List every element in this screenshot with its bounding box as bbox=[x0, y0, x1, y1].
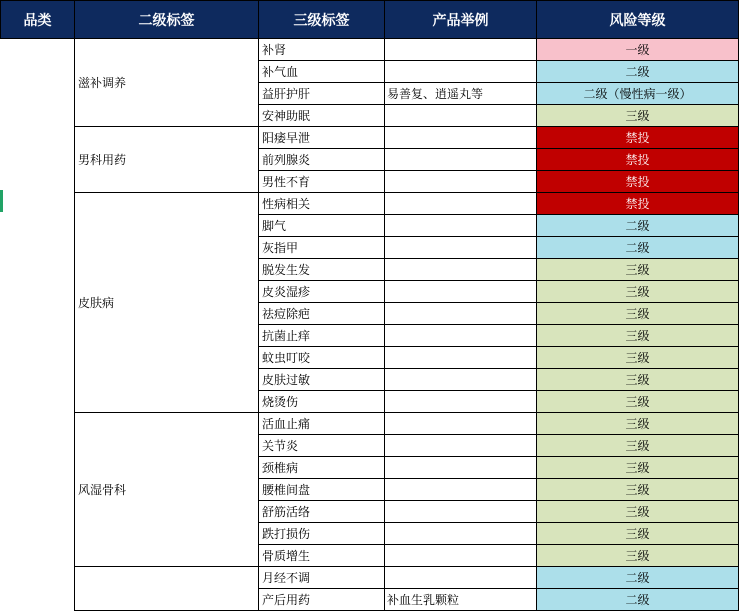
table-row bbox=[1, 567, 739, 589]
level3-cell[interactable]: 补气血 bbox=[259, 61, 385, 83]
header-row bbox=[1, 1, 739, 39]
risk-level-cell[interactable]: 三级 bbox=[537, 281, 739, 303]
risk-level-cell[interactable]: 三级 bbox=[537, 523, 739, 545]
risk-level-cell[interactable]: 三级 bbox=[537, 457, 739, 479]
example-cell[interactable] bbox=[385, 127, 537, 149]
table-row bbox=[1, 413, 739, 435]
level3-cell[interactable]: 骨质增生 bbox=[259, 545, 385, 567]
example-cell[interactable] bbox=[385, 479, 537, 501]
risk-level-cell[interactable]: 禁投 bbox=[537, 193, 739, 215]
header-category[interactable]: 品类 bbox=[1, 1, 75, 39]
level3-cell[interactable]: 月经不调 bbox=[259, 567, 385, 589]
example-cell[interactable] bbox=[385, 237, 537, 259]
example-cell[interactable] bbox=[385, 149, 537, 171]
example-cell[interactable] bbox=[385, 523, 537, 545]
level3-cell[interactable]: 祛痘除疤 bbox=[259, 303, 385, 325]
risk-level-cell[interactable]: 三级 bbox=[537, 501, 739, 523]
level2-cell[interactable]: 滋补调养 bbox=[75, 39, 259, 127]
example-cell[interactable] bbox=[385, 501, 537, 523]
example-cell[interactable] bbox=[385, 281, 537, 303]
level3-cell[interactable]: 安神助眠 bbox=[259, 105, 385, 127]
level3-cell[interactable]: 性病相关 bbox=[259, 193, 385, 215]
risk-level-cell[interactable]: 三级 bbox=[537, 105, 739, 127]
example-cell[interactable] bbox=[385, 567, 537, 589]
level3-cell[interactable]: 舒筋活络 bbox=[259, 501, 385, 523]
risk-level-cell[interactable]: 三级 bbox=[537, 347, 739, 369]
example-cell[interactable] bbox=[385, 545, 537, 567]
risk-level-cell[interactable]: 三级 bbox=[537, 369, 739, 391]
example-cell[interactable] bbox=[385, 193, 537, 215]
table-row bbox=[1, 39, 739, 61]
level3-cell[interactable]: 脱发生发 bbox=[259, 259, 385, 281]
risk-level-cell[interactable]: 禁投 bbox=[537, 171, 739, 193]
level2-cell[interactable]: 风湿骨科 bbox=[75, 413, 259, 567]
header-level3[interactable]: 三级标签 bbox=[259, 1, 385, 39]
level3-cell[interactable]: 阳痿早泄 bbox=[259, 127, 385, 149]
risk-level-cell[interactable]: 禁投 bbox=[537, 149, 739, 171]
risk-level-cell[interactable]: 一级 bbox=[537, 39, 739, 61]
level3-cell[interactable]: 益肝护肝 bbox=[259, 83, 385, 105]
level3-cell[interactable]: 蚊虫叮咬 bbox=[259, 347, 385, 369]
example-cell[interactable] bbox=[385, 457, 537, 479]
risk-level-cell[interactable]: 三级 bbox=[537, 435, 739, 457]
risk-level-cell[interactable]: 二级（慢性病一级） bbox=[537, 83, 739, 105]
risk-level-cell[interactable]: 三级 bbox=[537, 259, 739, 281]
header-risk[interactable]: 风险等级 bbox=[537, 1, 739, 39]
level3-cell[interactable]: 灰指甲 bbox=[259, 237, 385, 259]
risk-level-cell[interactable]: 三级 bbox=[537, 303, 739, 325]
table-row bbox=[1, 127, 739, 149]
example-cell[interactable] bbox=[385, 347, 537, 369]
example-cell[interactable] bbox=[385, 413, 537, 435]
risk-level-cell[interactable]: 二级 bbox=[537, 589, 739, 611]
row-selection-indicator bbox=[0, 190, 3, 212]
risk-level-cell[interactable]: 二级 bbox=[537, 237, 739, 259]
level2-cell[interactable]: 男科用药 bbox=[75, 127, 259, 193]
level3-cell[interactable]: 腰椎间盘 bbox=[259, 479, 385, 501]
table-row bbox=[1, 193, 739, 215]
example-cell[interactable] bbox=[385, 171, 537, 193]
risk-level-cell[interactable]: 三级 bbox=[537, 391, 739, 413]
table-body bbox=[1, 39, 739, 611]
level3-cell[interactable]: 活血止痛 bbox=[259, 413, 385, 435]
level3-cell[interactable]: 关节炎 bbox=[259, 435, 385, 457]
level3-cell[interactable]: 跌打损伤 bbox=[259, 523, 385, 545]
example-cell[interactable] bbox=[385, 303, 537, 325]
risk-level-cell[interactable]: 二级 bbox=[537, 215, 739, 237]
example-cell[interactable] bbox=[385, 61, 537, 83]
risk-level-cell[interactable]: 三级 bbox=[537, 413, 739, 435]
level2-cell[interactable]: 皮肤病 bbox=[75, 193, 259, 413]
risk-level-cell[interactable]: 三级 bbox=[537, 479, 739, 501]
level3-cell[interactable]: 男性不育 bbox=[259, 171, 385, 193]
example-cell[interactable] bbox=[385, 391, 537, 413]
header-examples[interactable]: 产品举例 bbox=[385, 1, 537, 39]
example-cell[interactable] bbox=[385, 215, 537, 237]
risk-level-cell[interactable]: 三级 bbox=[537, 545, 739, 567]
level3-cell[interactable]: 颈椎病 bbox=[259, 457, 385, 479]
header-level2[interactable]: 二级标签 bbox=[75, 1, 259, 39]
level3-cell[interactable]: 烧烫伤 bbox=[259, 391, 385, 413]
level3-cell[interactable]: 皮炎湿疹 bbox=[259, 281, 385, 303]
risk-level-cell[interactable]: 二级 bbox=[537, 61, 739, 83]
example-cell[interactable] bbox=[385, 105, 537, 127]
risk-level-cell[interactable]: 禁投 bbox=[537, 127, 739, 149]
risk-level-cell[interactable]: 三级 bbox=[537, 325, 739, 347]
example-cell[interactable] bbox=[385, 259, 537, 281]
category-cell[interactable] bbox=[1, 39, 75, 611]
level3-cell[interactable]: 皮肤过敏 bbox=[259, 369, 385, 391]
example-cell[interactable]: 补血生乳颗粒 bbox=[385, 589, 537, 611]
risk-level-cell[interactable]: 二级 bbox=[537, 567, 739, 589]
example-cell[interactable] bbox=[385, 369, 537, 391]
level3-cell[interactable]: 补肾 bbox=[259, 39, 385, 61]
level3-cell[interactable]: 前列腺炎 bbox=[259, 149, 385, 171]
example-cell[interactable] bbox=[385, 325, 537, 347]
example-cell[interactable]: 易善复、逍遥丸等 bbox=[385, 83, 537, 105]
level2-cell[interactable] bbox=[75, 567, 259, 611]
level3-cell[interactable]: 脚气 bbox=[259, 215, 385, 237]
example-cell[interactable] bbox=[385, 435, 537, 457]
example-cell[interactable] bbox=[385, 39, 537, 61]
level3-cell[interactable]: 产后用药 bbox=[259, 589, 385, 611]
level3-cell[interactable]: 抗菌止痒 bbox=[259, 325, 385, 347]
